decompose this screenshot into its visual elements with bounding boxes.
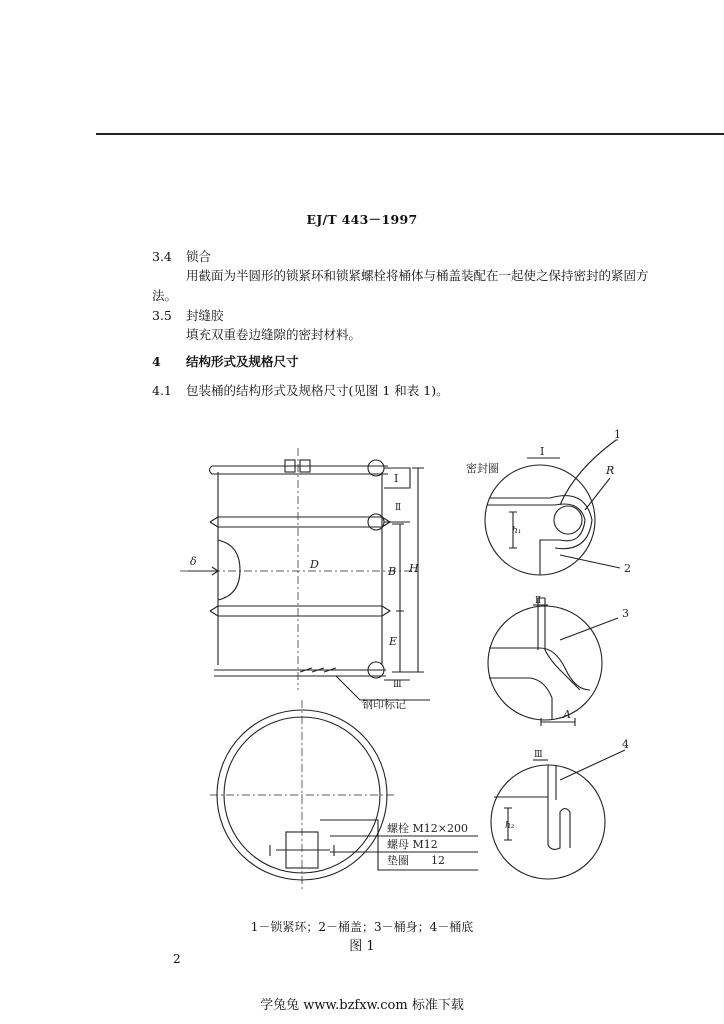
section-number: 4.1: [152, 383, 172, 398]
drum-body-outline: [218, 472, 382, 665]
parts-table-nut: 螺母 M12: [387, 838, 438, 851]
dim-D: D: [310, 558, 319, 571]
rolling-hoop-lower: [210, 606, 390, 616]
parts-table-bolt: 螺栓 M12×200: [387, 822, 468, 835]
detail-III-label: Ⅲ: [393, 680, 402, 690]
dim-delta: δ: [190, 555, 197, 568]
footer-watermark: 学兔兔 www.bzfxw.com 标准下载: [260, 998, 464, 1013]
section-number: 3.5: [152, 308, 172, 323]
callout-2: 2: [624, 562, 631, 575]
section-title: 包装桶的结构形式及规格尺寸(见图 1 和表 1)。: [186, 383, 449, 398]
seal-ring-label: 密封圈: [466, 462, 499, 475]
dim-A: A: [563, 708, 571, 721]
detail-II-label: Ⅱ: [395, 503, 402, 513]
paragraph: 填充双重卷边缝隙的密封材料。: [186, 327, 362, 342]
detail-I-label: I: [394, 472, 399, 485]
stamp-label: 钢印标记: [362, 698, 406, 711]
dim-H: H: [409, 562, 419, 575]
dim-B: B: [388, 565, 397, 578]
section-title: 封缝胶: [186, 308, 224, 323]
section-title: 结构形式及规格尺寸: [186, 354, 299, 369]
stamp-leader: [300, 668, 430, 700]
detail-III-title: Ⅲ: [534, 750, 543, 760]
section-number: 3.4: [152, 249, 172, 264]
section-title: 锁合: [186, 249, 212, 264]
standard-number: EJ/T 443－1997: [306, 212, 418, 227]
dim-h2: h₂: [505, 821, 515, 831]
dim-R: R: [606, 464, 615, 477]
detail-I-title: I: [540, 445, 545, 458]
callout-3: 3: [622, 607, 629, 620]
figure-title: 图 1: [349, 939, 375, 954]
page-number: 2: [173, 952, 181, 966]
rolling-hoop-upper: [210, 517, 390, 527]
callout-1: 1: [614, 428, 621, 441]
dim-h1: h₁: [512, 526, 522, 536]
detail-II-title: Ⅱ: [535, 596, 542, 606]
callout-4: 4: [622, 738, 629, 751]
dim-E: E: [389, 635, 398, 648]
figure-legend: 1－锁紧环；2－桶盖；3－桶身；4－桶底: [250, 920, 474, 934]
paragraph-continued: 法。: [152, 288, 178, 303]
section-number: 4: [152, 354, 161, 369]
paragraph: 用截面为半圆形的锁紧环和锁紧螺栓将桶体与桶盖装配在一起使之保持密封的紧固方: [186, 268, 649, 283]
parts-table-washer: 垫圈 12: [387, 854, 445, 867]
